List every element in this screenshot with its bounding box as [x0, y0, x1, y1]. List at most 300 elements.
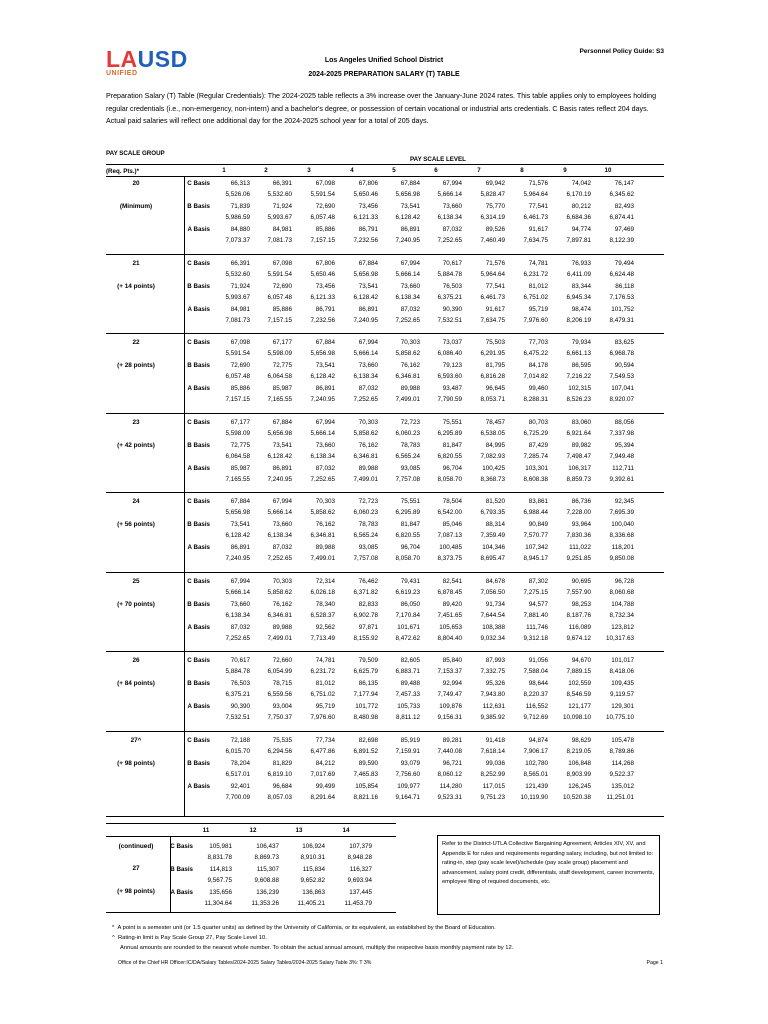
monthly-salary-cell: 8,252.99: [480, 770, 505, 778]
annual-salary-cell: 87,429: [528, 441, 548, 449]
annual-salary-cell: 93,004: [272, 703, 292, 710]
annual-salary-cell: 93,964: [571, 521, 591, 528]
annual-salary-cell: 86,891: [358, 305, 378, 313]
pay-scale-group-note: (+ 14 points): [117, 282, 155, 290]
annual-salary-cell: 86,891: [315, 385, 335, 392]
monthly-salary-cell: 8,368.73: [480, 475, 505, 483]
annual-salary-cell: 85,840: [442, 657, 462, 664]
continued-level-header-13: 13: [295, 827, 303, 834]
monthly-salary-cell: 5,656.98: [395, 191, 420, 198]
annual-salary-cell: 85,919: [400, 736, 420, 744]
monthly-salary-cell: 5,666.14: [353, 350, 378, 357]
annual-salary-cell: 66,313: [230, 180, 250, 187]
monthly-salary-cell: 5,650.46: [310, 270, 335, 278]
monthly-salary-cell: 8,060.68: [609, 588, 634, 596]
continued-label-divider: [170, 836, 171, 912]
continued-header-underline: [106, 836, 396, 837]
monthly-salary-cell: 8,291.64: [310, 793, 335, 801]
monthly-salary-cell: 5,666.14: [267, 509, 292, 516]
annual-salary-cell: 84,178: [528, 362, 548, 369]
annual-salary-cell: 92,994: [442, 680, 462, 687]
monthly-salary-cell: 8,910.31: [300, 854, 325, 861]
monthly-salary-cell: 7,943.80: [480, 691, 505, 698]
footnote-rating-in-text: Rating-in limit is Pay Scale Group 27, Pay Scale Level 10.: [117, 935, 267, 941]
group-divider: [106, 333, 664, 334]
annual-salary-cell: 67,884: [400, 180, 420, 187]
footnote-rounding: Annual amounts are rounded to the nearest whole number. To obtain the actual annual amount, multiply the respective basis monthly payment rate by 12.: [120, 945, 514, 951]
annual-salary-cell: 97,469: [614, 226, 634, 233]
monthly-salary-cell: 7,557.90: [566, 588, 591, 596]
monthly-salary-cell: 7,532.51: [437, 316, 462, 324]
annual-salary-cell: 75,535: [272, 736, 292, 744]
monthly-salary-cell: 7,170.84: [395, 611, 420, 619]
annual-salary-cell: 70,617: [230, 657, 250, 664]
monthly-salary-cell: 7,332.75: [480, 668, 505, 675]
monthly-salary-cell: 6,921.64: [566, 429, 591, 437]
annual-salary-cell: 86,736: [571, 498, 591, 505]
monthly-salary-cell: 6,891.52: [353, 747, 378, 755]
table-bottom-line: [106, 816, 664, 817]
continued-label: (continued): [118, 843, 154, 850]
basis-label: B Basis: [187, 680, 210, 687]
monthly-salary-cell: 7,499.01: [267, 634, 292, 642]
monthly-salary-cell: 7,457.33: [395, 691, 420, 698]
monthly-salary-cell: 7,881.40: [523, 611, 548, 619]
annual-salary-cell: 116,327: [349, 866, 372, 873]
monthly-salary-cell: 6,725.29: [523, 429, 548, 437]
monthly-salary-cell: 8,418.06: [609, 668, 634, 675]
monthly-salary-cell: 8,945.17: [523, 555, 548, 562]
monthly-salary-cell: 7,756.60: [395, 770, 420, 778]
annual-salary-cell: 93,085: [400, 464, 420, 472]
monthly-salary-cell: 6,057.48: [225, 373, 250, 380]
monthly-salary-cell: 7,700.09: [225, 793, 250, 801]
annual-salary-cell: 70,303: [400, 339, 420, 346]
monthly-salary-cell: 6,128.42: [225, 532, 250, 539]
annual-salary-cell: 101,752: [611, 305, 634, 313]
monthly-salary-cell: 8,811.12: [395, 714, 420, 721]
annual-salary-cell: 96,704: [442, 464, 462, 472]
basis-label: C Basis: [187, 418, 210, 426]
annual-salary-cell: 72,690: [315, 203, 335, 210]
annual-salary-cell: 76,503: [442, 282, 462, 290]
annual-salary-cell: 66,391: [272, 180, 292, 187]
annual-salary-cell: 89,988: [315, 544, 335, 551]
annual-salary-cell: 96,684: [272, 782, 292, 790]
monthly-salary-cell: 5,656.98: [310, 350, 335, 357]
annual-salary-cell: 95,719: [528, 305, 548, 313]
annual-salary-cell: 89,988: [272, 623, 292, 631]
monthly-salary-cell: 7,570.77: [523, 532, 548, 539]
pay-scale-group-label: 21: [132, 259, 140, 267]
monthly-salary-cell: 8,695.47: [480, 555, 505, 562]
annual-salary-cell: 95,719: [315, 703, 335, 710]
monthly-salary-cell: 7,976.60: [523, 316, 548, 324]
annual-salary-cell: 79,494: [614, 259, 634, 267]
monthly-salary-cell: 7,157.15: [267, 316, 292, 324]
pay-scale-group-note: (Minimum): [119, 203, 153, 210]
monthly-salary-cell: 6,345.62: [609, 191, 634, 198]
annual-salary-cell: 70,303: [358, 418, 378, 426]
annual-salary-cell: 67,177: [272, 339, 292, 346]
monthly-salary-cell: 7,157.15: [225, 396, 250, 403]
basis-label: A Basis: [170, 889, 193, 896]
annual-salary-cell: 109,876: [439, 703, 462, 710]
monthly-salary-cell: 5,986.59: [225, 214, 250, 221]
monthly-salary-cell: 11,304.64: [204, 900, 232, 907]
annual-salary-cell: 117,015: [482, 782, 505, 790]
annual-salary-cell: 87,993: [485, 657, 505, 664]
annual-salary-cell: 97,871: [358, 623, 378, 631]
monthly-salary-cell: 11,453.79: [344, 900, 372, 907]
monthly-salary-cell: 6,291.95: [480, 350, 505, 357]
level-header-2: 2: [264, 167, 268, 174]
monthly-salary-cell: 9,523.31: [437, 793, 462, 801]
monthly-salary-cell: 5,591.54: [225, 350, 250, 357]
level-header-5: 5: [392, 167, 396, 174]
annual-salary-cell: 100,425: [482, 464, 505, 472]
cba-reference-note: Refer to the District-UTLA Collective Bargaining Agreement, Articles XIV, XV, and Appendix E for rules and requirements regarding salary, including, but not limited to: rating-in, step (pay scale level)/schedule (pay scale group) placement and advancement, salary point credit, differentials, staff development, career increments, employee filing of required documents, etc.: [437, 835, 660, 915]
basis-label: C Basis: [187, 657, 210, 664]
monthly-salary-cell: 8,948.28: [347, 854, 372, 861]
annual-salary-cell: 87,032: [315, 464, 335, 472]
monthly-salary-cell: 6,128.42: [395, 214, 420, 221]
monthly-salary-cell: 6,477.86: [310, 747, 335, 755]
annual-salary-cell: 106,924: [302, 843, 325, 850]
monthly-salary-cell: 7,618.14: [480, 747, 505, 755]
annual-salary-cell: 98,253: [571, 600, 591, 608]
monthly-salary-cell: 6,475.22: [523, 350, 548, 357]
monthly-salary-cell: 8,053.71: [480, 396, 505, 403]
monthly-salary-cell: 8,903.99: [566, 770, 591, 778]
monthly-salary-cell: 8,831.78: [207, 854, 232, 861]
annual-salary-cell: 82,833: [358, 600, 378, 608]
basis-label: B Basis: [170, 866, 193, 873]
monthly-salary-cell: 7,549.53: [609, 373, 634, 380]
annual-salary-cell: 67,994: [272, 498, 292, 505]
annual-salary-cell: 75,770: [485, 203, 505, 210]
annual-salary-cell: 86,891: [230, 544, 250, 551]
monthly-salary-cell: 7,757.08: [353, 555, 378, 562]
annual-salary-cell: 137,445: [349, 889, 372, 896]
annual-salary-cell: 87,032: [230, 623, 250, 631]
annual-salary-cell: 76,462: [358, 577, 378, 585]
monthly-salary-cell: 8,821.16: [353, 793, 378, 801]
annual-salary-cell: 76,162: [315, 521, 335, 528]
annual-salary-cell: 106,848: [568, 759, 591, 767]
annual-salary-cell: 88,314: [485, 521, 505, 528]
annual-salary-cell: 101,017: [611, 657, 634, 664]
annual-salary-cell: 89,281: [442, 736, 462, 744]
annual-salary-cell: 87,302: [528, 577, 548, 585]
monthly-salary-cell: 6,538.05: [480, 429, 505, 437]
annual-salary-cell: 73,660: [272, 521, 292, 528]
monthly-salary-cell: 6,883.71: [395, 668, 420, 675]
monthly-salary-cell: 7,359.49: [480, 532, 505, 539]
monthly-salary-cell: 8,220.37: [523, 691, 548, 698]
monthly-salary-cell: 9,751.23: [480, 793, 505, 801]
pay-scale-group-note: (+ 84 points): [117, 680, 155, 687]
annual-salary-cell: 82,541: [442, 577, 462, 585]
footnote-points: [112, 925, 496, 931]
level-header-7: 7: [477, 167, 481, 174]
monthly-salary-cell: 6,661.13: [566, 350, 591, 357]
annual-salary-cell: 83,625: [614, 339, 634, 346]
annual-salary-cell: 115,834: [302, 866, 325, 873]
monthly-salary-cell: 5,666.14: [395, 270, 420, 278]
monthly-salary-cell: 6,138.34: [353, 373, 378, 380]
annual-salary-cell: 76,503: [230, 680, 250, 687]
annual-salary-cell: 76,933: [571, 259, 591, 267]
annual-salary-cell: 103,301: [525, 464, 548, 472]
monthly-salary-cell: 6,542.00: [437, 509, 462, 516]
continued-level-header-11: 11: [202, 827, 210, 834]
annual-salary-cell: 82,605: [400, 657, 420, 664]
basis-label: B Basis: [187, 282, 210, 290]
annual-salary-cell: 67,884: [315, 339, 335, 346]
monthly-salary-cell: 9,119.57: [609, 691, 634, 698]
monthly-salary-cell: 6,295.89: [437, 429, 462, 437]
monthly-salary-cell: 7,532.51: [225, 714, 250, 721]
monthly-salary-cell: 8,920.07: [609, 396, 634, 403]
annual-salary-cell: 67,994: [400, 259, 420, 267]
footer-path: Office of the Chief HR Officer:IC/DA/Salary Tables/2024-2025 Salary Tables/2024-2025 Salary Table 3%: T 3%: [118, 960, 372, 966]
annual-salary-cell: 85,886: [272, 305, 292, 313]
monthly-salary-cell: 5,656.98: [267, 429, 292, 437]
monthly-salary-cell: 6,170.19: [566, 191, 591, 198]
monthly-salary-cell: 6,559.56: [267, 691, 292, 698]
annual-salary-cell: 105,981: [209, 843, 232, 850]
monthly-salary-cell: 6,138.34: [437, 214, 462, 221]
annual-salary-cell: 136,863: [302, 889, 325, 896]
annual-salary-cell: 104,346: [482, 544, 505, 551]
monthly-salary-cell: 8,060.12: [437, 770, 462, 778]
annual-salary-cell: 76,147: [614, 180, 634, 187]
annual-salary-cell: 116,552: [525, 703, 548, 710]
annual-salary-cell: 85,046: [442, 521, 462, 528]
annual-salary-cell: 86,050: [400, 600, 420, 608]
monthly-salary-cell: 6,968.78: [609, 350, 634, 357]
monthly-salary-cell: 11,405.21: [297, 900, 325, 907]
monthly-salary-cell: 6,314.19: [480, 214, 505, 221]
annual-salary-cell: 82,698: [358, 736, 378, 744]
monthly-salary-cell: 9,608.88: [254, 877, 279, 884]
annual-salary-cell: 85,886: [230, 385, 250, 392]
monthly-salary-cell: 7,240.95: [395, 237, 420, 244]
monthly-salary-cell: 5,598.09: [225, 429, 250, 437]
monthly-salary-cell: 8,608.38: [523, 475, 548, 483]
basis-label: A Basis: [187, 623, 210, 631]
monthly-salary-cell: 10,119.90: [520, 793, 548, 801]
pay-scale-group-label: 27^: [130, 736, 142, 744]
annual-salary-cell: 93,079: [400, 759, 420, 767]
monthly-salary-cell: 7,252.65: [310, 475, 335, 483]
annual-salary-cell: 86,118: [615, 282, 634, 290]
monthly-salary-cell: 7,081.73: [267, 237, 292, 244]
group-divider: [106, 572, 664, 573]
annual-salary-cell: 73,456: [358, 203, 378, 210]
monthly-salary-cell: 6,619.23: [395, 588, 420, 596]
monthly-salary-cell: 7,499.01: [310, 555, 335, 562]
monthly-salary-cell: 7,216.22: [566, 373, 591, 380]
monthly-salary-cell: 7,252.65: [267, 555, 292, 562]
annual-salary-cell: 75,503: [485, 339, 505, 346]
monthly-salary-cell: 5,993.67: [225, 293, 250, 301]
annual-salary-cell: 114,268: [611, 759, 634, 767]
monthly-salary-cell: 7,082.93: [480, 452, 505, 460]
monthly-salary-cell: 7,949.48: [609, 452, 634, 460]
monthly-salary-cell: 7,634.75: [523, 237, 548, 244]
level-header-9: 9: [563, 167, 567, 174]
annual-salary-cell: 89,488: [400, 680, 420, 687]
annual-salary-cell: 71,576: [528, 180, 548, 187]
monthly-salary-cell: 7,165.55: [267, 396, 292, 403]
monthly-salary-cell: 5,858.62: [310, 509, 335, 516]
annual-salary-cell: 67,806: [358, 180, 378, 187]
annual-salary-cell: 76,162: [272, 600, 292, 608]
page-title: 2024-2025 PREPARATION SALARY (T) TABLE: [308, 71, 460, 78]
monthly-salary-cell: 7,498.47: [566, 452, 591, 460]
org-name: Los Angeles Unified School District: [324, 57, 444, 64]
pay-scale-group-note: (+ 98 points): [117, 759, 155, 767]
pay-scale-group-note: (+ 70 points): [117, 600, 155, 608]
annual-salary-cell: 94,577: [528, 600, 548, 608]
annual-salary-cell: 73,541: [358, 282, 378, 290]
monthly-salary-cell: 7,177.94: [353, 691, 378, 698]
annual-salary-cell: 83,861: [528, 498, 548, 505]
continued-bottom-line: [106, 912, 396, 913]
annual-salary-cell: 89,988: [358, 464, 378, 472]
monthly-salary-cell: 6,517.01: [225, 770, 250, 778]
annual-salary-cell: 114,280: [439, 782, 462, 790]
annual-salary-cell: 86,891: [400, 226, 420, 233]
monthly-salary-cell: 7,017.69: [310, 770, 335, 778]
monthly-salary-cell: 5,858.62: [267, 588, 292, 596]
monthly-salary-cell: 7,790.59: [437, 396, 462, 403]
annual-salary-cell: 79,431: [400, 577, 420, 585]
basis-label: C Basis: [187, 180, 210, 187]
monthly-salary-cell: 7,232.56: [353, 237, 378, 244]
level-header-6: 6: [434, 167, 438, 174]
monthly-salary-cell: 6,294.56: [267, 747, 292, 755]
annual-salary-cell: 106,317: [568, 464, 591, 472]
monthly-salary-cell: 6,138.34: [267, 532, 292, 539]
req-points-header: (Req. Pts.)*: [106, 168, 140, 175]
monthly-salary-cell: 7,713.49: [310, 634, 335, 642]
monthly-salary-cell: 6,375.21: [225, 691, 250, 698]
monthly-salary-cell: 5,666.14: [225, 588, 250, 596]
annual-salary-cell: 77,541: [485, 282, 505, 290]
monthly-salary-cell: 7,159.91: [395, 747, 420, 755]
monthly-salary-cell: 6,128.42: [310, 373, 335, 380]
group-divider: [106, 731, 664, 732]
monthly-salary-cell: 6,751.02: [523, 293, 548, 301]
annual-salary-cell: 67,994: [442, 180, 462, 187]
monthly-salary-cell: 6,086.40: [437, 350, 462, 357]
annual-salary-cell: 118,201: [611, 544, 634, 551]
annual-salary-cell: 73,660: [315, 441, 335, 449]
level-header-10: 10: [604, 167, 612, 174]
monthly-salary-cell: 7,889.15: [566, 668, 591, 675]
basis-label: B Basis: [187, 441, 210, 449]
header-divider: [106, 164, 664, 165]
monthly-salary-cell: 7,240.95: [267, 475, 292, 483]
basis-label: C Basis: [187, 736, 210, 744]
monthly-salary-cell: 6,528.37: [310, 611, 335, 619]
monthly-salary-cell: 7,285.74: [523, 452, 548, 460]
monthly-salary-cell: 7,240.95: [353, 316, 378, 324]
basis-label: B Basis: [187, 362, 210, 369]
basis-label: A Basis: [187, 305, 210, 313]
annual-salary-cell: 79,123: [442, 362, 462, 369]
monthly-salary-cell: 8,373.75: [437, 555, 462, 562]
continued-group-note: (+ 98 points): [117, 888, 155, 895]
monthly-salary-cell: 10,775.10: [605, 714, 634, 721]
annual-salary-cell: 91,734: [485, 600, 505, 608]
monthly-salary-cell: 5,884.78: [437, 270, 462, 278]
monthly-salary-cell: 7,906.17: [523, 747, 548, 755]
pay-scale-group-note: (+ 42 points): [117, 441, 155, 449]
monthly-salary-cell: 7,644.54: [480, 611, 505, 619]
group-divider: [106, 413, 664, 414]
monthly-salary-cell: 6,064.58: [267, 373, 292, 380]
annual-salary-cell: 86,135: [358, 680, 378, 687]
monthly-salary-cell: 8,288.31: [523, 396, 548, 403]
annual-salary-cell: 92,562: [315, 623, 335, 631]
annual-salary-cell: 67,177: [230, 418, 250, 426]
monthly-salary-cell: 7,588.04: [523, 668, 548, 675]
basis-label: B Basis: [187, 203, 210, 210]
logo-text-red: LA: [106, 46, 138, 72]
annual-salary-cell: 74,781: [528, 259, 548, 267]
annual-salary-cell: 77,541: [528, 203, 548, 210]
logo-text-blue: USD: [137, 46, 188, 72]
annual-salary-cell: 78,504: [442, 498, 462, 505]
monthly-salary-cell: 10,520.38: [562, 793, 591, 801]
annual-salary-cell: 99,036: [485, 759, 505, 767]
annual-salary-cell: 86,791: [358, 226, 378, 233]
pay-scale-group-label: 26: [132, 657, 140, 664]
monthly-salary-cell: 7,749.47: [437, 691, 462, 698]
monthly-salary-cell: 8,219.05: [566, 747, 591, 755]
monthly-salary-cell: 6,819.10: [267, 770, 292, 778]
monthly-salary-cell: 6,593.60: [437, 373, 462, 380]
monthly-salary-cell: 9,032.34: [480, 634, 505, 642]
annual-salary-cell: 99,460: [528, 385, 548, 392]
annual-salary-cell: 91,617: [485, 305, 505, 313]
annual-salary-cell: 86,791: [315, 305, 335, 313]
annual-salary-cell: 123,812: [611, 623, 634, 631]
annual-salary-cell: 108,388: [482, 623, 505, 631]
annual-salary-cell: 96,645: [485, 385, 505, 392]
monthly-salary-cell: 7,252.65: [395, 316, 420, 324]
monthly-salary-cell: 7,337.98: [609, 429, 634, 437]
monthly-salary-cell: 6,902.78: [353, 611, 378, 619]
annual-salary-cell: 91,418: [485, 736, 505, 744]
annual-salary-cell: 93,085: [358, 544, 378, 551]
basis-label: C Basis: [187, 577, 210, 585]
pay-scale-group-label: 25: [132, 577, 140, 585]
annual-salary-cell: 81,847: [400, 521, 420, 528]
annual-salary-cell: 111,022: [569, 544, 591, 551]
annual-salary-cell: 71,839: [230, 203, 250, 210]
monthly-salary-cell: 7,460.49: [480, 237, 505, 244]
annual-salary-cell: 71,576: [485, 259, 505, 267]
annual-salary-cell: 94,670: [571, 657, 591, 664]
annual-salary-cell: 72,690: [272, 282, 292, 290]
monthly-salary-cell: 8,546.59: [566, 691, 591, 698]
monthly-salary-cell: 6,461.73: [480, 293, 505, 301]
